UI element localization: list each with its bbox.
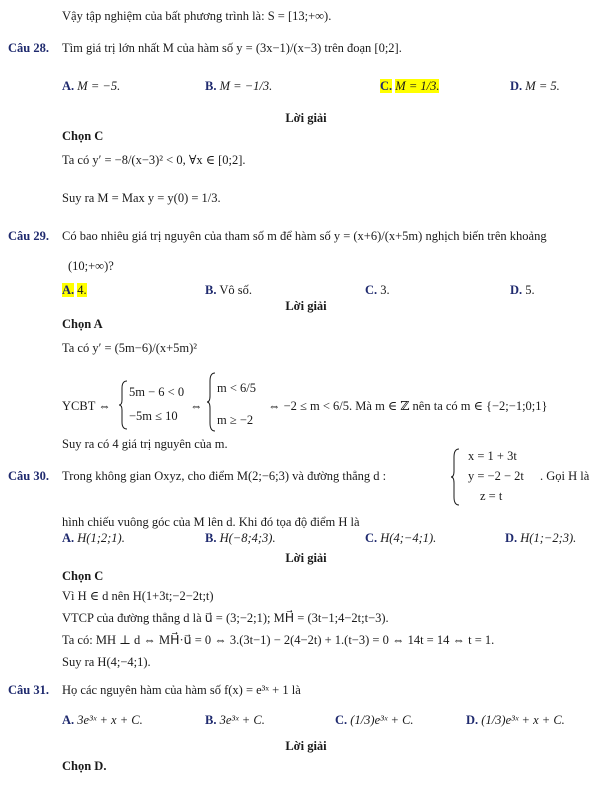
q31-label: Câu 31.: [8, 683, 49, 697]
q30-line-eq-z: z = t: [480, 489, 503, 503]
q28-option-c: C. M = 1/3.: [380, 79, 440, 93]
q28-choose: Chọn C: [62, 129, 104, 143]
q29-system-2-line-1: m < 6/5: [217, 381, 256, 395]
q31-text: Họ các nguyên hàm của hàm số f(x) = e³ˣ + 1 là: [62, 683, 301, 697]
q30-option-b: B. H(−8;4;3).: [205, 531, 276, 545]
q31-option-d: D. (1/3)e³ˣ + x + C.: [466, 713, 565, 727]
q29-text-2: (10;+∞)?: [68, 259, 114, 273]
q29-option-c: C. 3.: [365, 283, 390, 297]
left-brace-icon: [118, 380, 128, 430]
q28-text: Tìm giá trị lớn nhất M của hàm số y = (3x−1)/(x−3) trên đoạn [0;2].: [62, 41, 402, 55]
q28-option-a: A. M = −5.: [62, 79, 121, 93]
q30-text-2: hình chiếu vuông góc của M lên d. Khi đó tọa độ điểm H là: [62, 515, 360, 529]
q30-step-4: Suy ra H(4;−4;1).: [62, 655, 151, 669]
q31-option-b: B. 3e³ˣ + C.: [205, 713, 265, 727]
q29-equiv: ⇔: [190, 399, 203, 413]
q29-system-2-line-2: m ≥ −2: [217, 413, 254, 427]
q31-solution-heading: Lời giải: [285, 739, 327, 753]
q30-label: Câu 30.: [8, 469, 49, 483]
q29-step-1: Ta có y′ = (5m−6)/(x+5m)²: [62, 341, 198, 355]
q29-system-1-line-1: 5m − 6 < 0: [129, 385, 185, 399]
q28-step-2: Suy ra M = Max y = y(0) = 1/3.: [62, 191, 221, 205]
q28-step-1: Ta có y′ = −8/(x−3)² < 0, ∀x ∈ [0;2].: [62, 153, 246, 167]
q30-line-eq-x: x = 1 + 3t: [468, 449, 517, 463]
q28-option-d: D. M = 5.: [510, 79, 560, 93]
q30-choose: Chọn C: [62, 569, 104, 583]
left-brace-icon: [450, 448, 460, 506]
q29-option-b: B. Vô số.: [205, 283, 253, 297]
q29-choose: Chọn A: [62, 317, 103, 331]
q28-label: Câu 28.: [8, 41, 49, 55]
q29-option-a: A. 4.: [62, 283, 87, 297]
q29-step-3: Suy ra có 4 giá trị nguyên của m.: [62, 437, 228, 451]
q31-choose: Chọn D.: [62, 759, 107, 773]
left-brace-icon: [206, 372, 216, 432]
q28-solution-heading: Lời giải: [285, 111, 327, 125]
q31-option-a: A. 3e³ˣ + x + C.: [62, 713, 143, 727]
q30-option-d: D. H(1;−2;3).: [505, 531, 577, 545]
q30-solution-heading: Lời giải: [285, 551, 327, 565]
q29-solution-heading: Lời giải: [285, 299, 327, 313]
q30-option-c: C. H(4;−4;1).: [365, 531, 437, 545]
q31-option-c: C. (1/3)e³ˣ + C.: [335, 713, 414, 727]
q30-text: Trong không gian Oxyz, cho điểm M(2;−6;3) và đường thẳng d :: [62, 469, 387, 483]
q29-option-d: D. 5.: [510, 283, 535, 297]
q30-text-end: . Gọi H là: [540, 469, 590, 483]
q30-step-2: VTCP của đường thẳng d là u⃗ = (3;−2;1); MH⃗ = (3t−1;4−2t;t−3).: [62, 611, 389, 625]
q28-option-b: B. M = −1/3.: [205, 79, 273, 93]
q30-option-a: A. H(1;2;1).: [62, 531, 125, 545]
q30-step-3: Ta có: MH ⊥ d ⇔ MH⃗·u⃗ = 0 ⇔ 3.(3t−1) − 2(4−2t) + 1.(t−3) = 0 ⇔ 14t = 14 ⇔ t = 1.: [62, 633, 495, 647]
q29-step-2-result: ⇔ −2 ≤ m < 6/5. Mà m ∈ ℤ nên ta có m ∈ {−2;−1;0;1}: [268, 399, 548, 413]
q29-ycbt: YCBT ⇔: [62, 399, 111, 413]
intro-line: Vậy tập nghiệm của bất phương trình là: S = [13;+∞).: [62, 9, 332, 23]
q29-system-1-line-2: −5m ≤ 10: [129, 409, 178, 423]
q29-label: Câu 29.: [8, 229, 49, 243]
q30-step-1: Vì H ∈ d nên H(1+3t;−2−2t;t): [62, 589, 214, 603]
q29-text: Có bao nhiêu giá trị nguyên của tham số m để hàm số y = (x+6)/(x+5m) nghịch biến trên khoảng: [62, 229, 547, 243]
q30-line-eq-y: y = −2 − 2t: [468, 469, 524, 483]
